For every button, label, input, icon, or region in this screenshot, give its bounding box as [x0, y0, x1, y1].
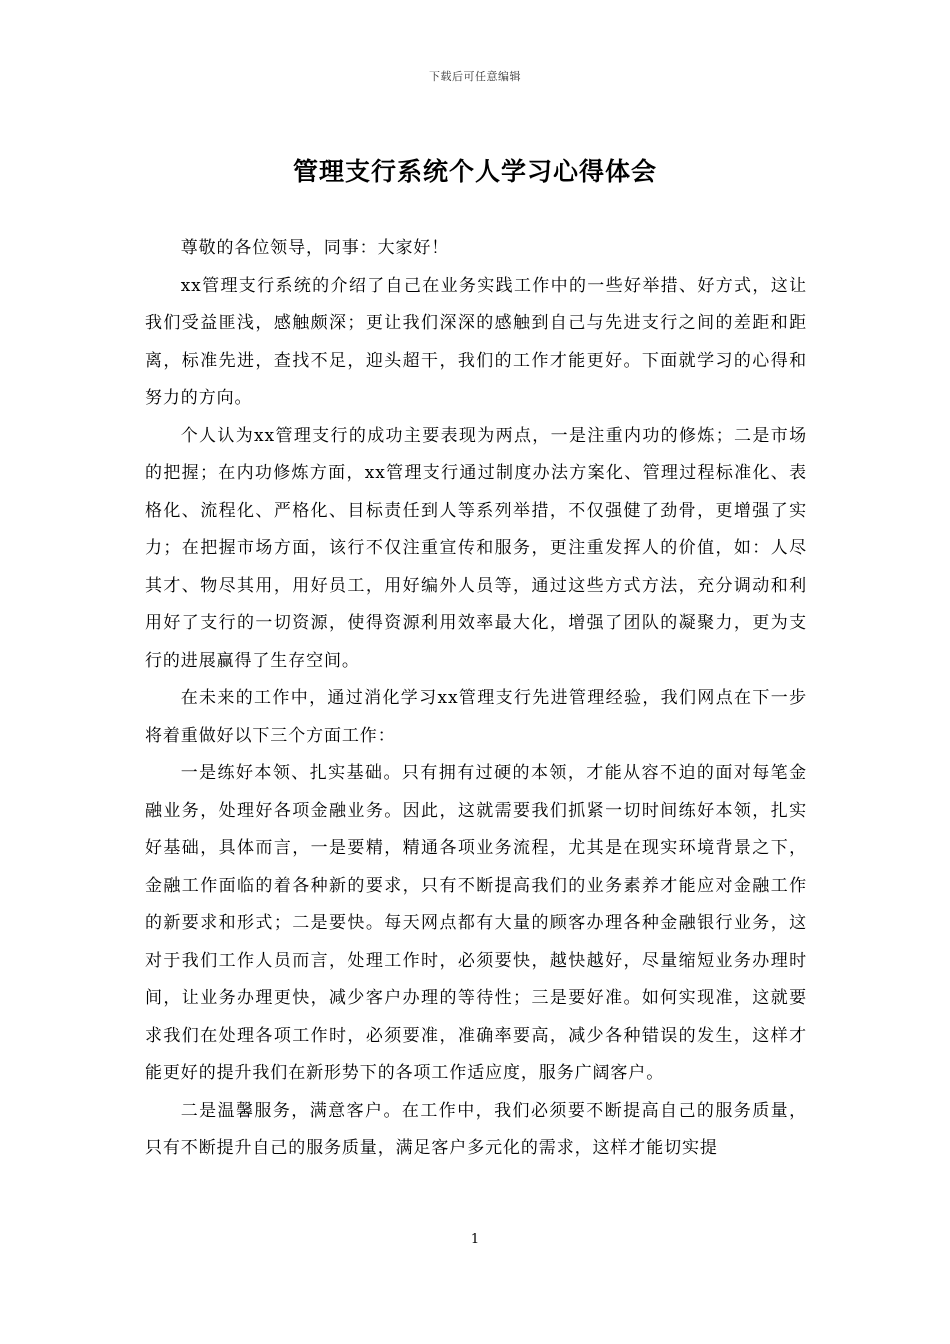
- paragraph-plan: 在未来的工作中，通过消化学习xx管理支行先进管理经验，我们网点在下一步将着重做好以下三个方面工作：: [145, 688, 807, 746]
- paragraph-intro: xx管理支行系统的介绍了自己在业务实践工作中的一些好举措、好方式，这让我们受益匪浅，感触颇深；更让我们深深的感触到自己与先进支行之间的差距和距离，标准先进，查找不足，迎头超干，我们的工作才能更好。下面就学习的心得和努力的方向。: [145, 275, 807, 408]
- document-title: 管理支行系统个人学习心得体会: [292, 157, 657, 186]
- paragraph-point-two: 二是温馨服务，满意客户。在工作中，我们必须要不断提高自己的服务质量，只有不断提升自己的服务质量，满足客户多元化的需求，这样才能切实提: [145, 1100, 807, 1158]
- paragraph-greeting: 尊敬的各位领导，同事：大家好！: [180, 238, 450, 258]
- paragraph-analysis: 个人认为xx管理支行的成功主要表现为两点，一是注重内功的修炼；二是市场的把握；在内功修炼方面，xx管理支行通过制度办法方案化、管理过程标准化、表格化、流程化、严格化、目标责任到人等系列举措，不仅强健了劲骨，更增强了实力；在把握市场方面，该行不仅注重宣传和服务，更注重发挥人的价值，如：人尽其才、物尽其用，用好员工，用好编外人员等，通过这些方式方法，充分调动和利用好了支行的一切资源，使得资源利用效率最大化，增强了团队的凝聚力，更为支行的进展赢得了生存空间。: [145, 425, 807, 671]
- document-body: [145, 230, 807, 1168]
- page-number: 1: [470, 1232, 480, 1247]
- header-note: 下载后可任意编辑: [429, 70, 521, 83]
- paragraph-point-one: 一是练好本领、扎实基础。只有拥有过硬的本领，才能从容不迫的面对每笔金融业务，处理好各项金融业务。因此，这就需要我们抓紧一切时间练好本领，扎实好基础，具体而言，一是要精，精通各项业务流程，尤其是在现实环境背景之下，金融工作面临的着各种新的要求，只有不断提高我们的业务素养才能应对金融工作的新要求和形式；二是要快。每天网点都有大量的顾客办理各种金融银行业务，这对于我们工作人员而言，处理工作时，必须要快，越快越好，尽量缩短业务办理时间，让业务办理更快，减少客户办理的等待性；三是要好准。如何实现准，这就要求我们在处理各项工作时，必须要准，准确率要高，减少各种错误的发生，这样才能更好的提升我们在新形势下的各项工作适应度，服务广阔客户。: [145, 763, 807, 1083]
